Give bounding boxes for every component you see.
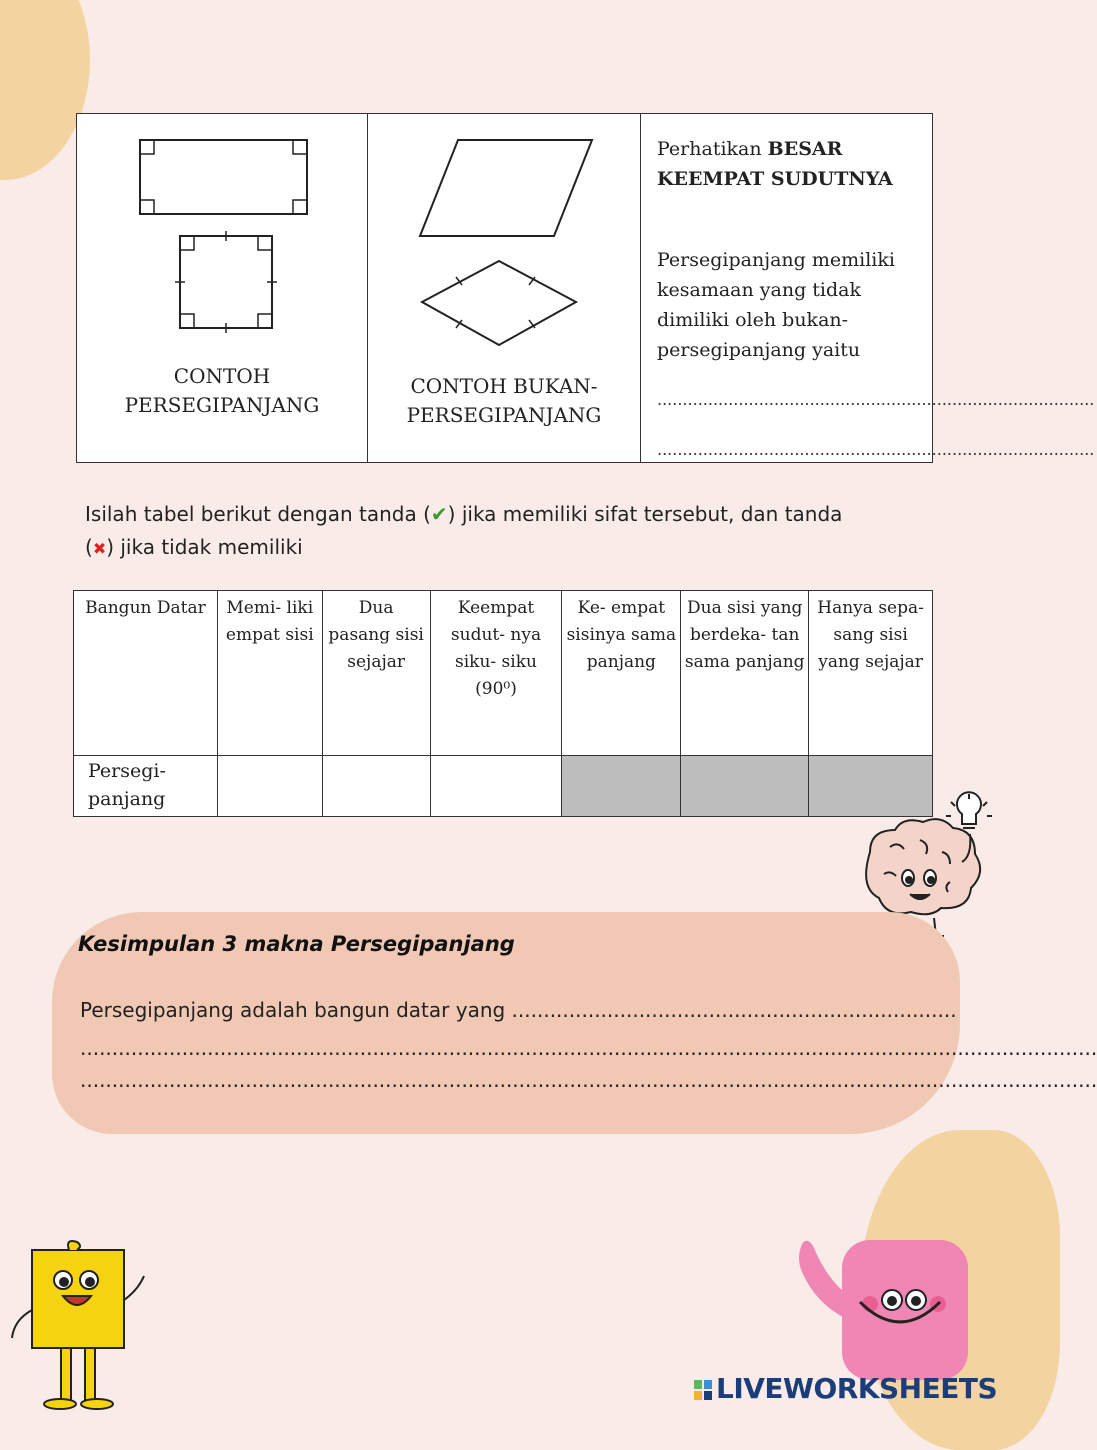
table-header-row bbox=[74, 591, 933, 756]
table-header: Keempat sudut- nya siku- siku (90⁰) bbox=[430, 591, 562, 756]
row-label: Persegi- panjang bbox=[74, 756, 218, 817]
table-header: Hanya sepa- sang sisi yang sejajar bbox=[809, 591, 933, 756]
table-header: Ke- empat sisinya sama panjang bbox=[562, 591, 681, 756]
comparison-box bbox=[76, 113, 1095, 463]
observation-body: Persegipanjang memiliki kesamaan yang tidak dimiliki oleh bukan-persegipanjang yaitu bbox=[657, 249, 895, 361]
nonexample-label-line2: PERSEGIPANJANG bbox=[406, 403, 602, 427]
rectangle-examples-drawing bbox=[77, 114, 368, 354]
disabled-cell bbox=[681, 756, 809, 817]
table-header: Dua sisi yang berdeka- tan sama panjang bbox=[681, 591, 809, 756]
disabled-cell bbox=[562, 756, 681, 817]
answer-cell[interactable] bbox=[430, 756, 562, 817]
example-label bbox=[77, 362, 367, 420]
table-row bbox=[74, 756, 933, 817]
conclusion-line-2[interactable]: ................................................................................................................................................................ bbox=[80, 1036, 1097, 1060]
observation-heading-bold: BESAR KEEMPAT SUDUTNYA bbox=[657, 138, 893, 190]
check-icon: ✔ bbox=[430, 502, 448, 526]
observation-heading: Perhatikan BESAR KEEMPAT SUDUTNYA bbox=[657, 138, 893, 190]
liveworksheets-logo bbox=[694, 1372, 997, 1408]
nonexample-label bbox=[368, 372, 640, 430]
liveworksheets-logo-text: LIVEWORKSHEETS bbox=[716, 1372, 998, 1405]
example-label-line1: CONTOH bbox=[173, 364, 271, 388]
table-header: Dua pasang sisi sejajar bbox=[322, 591, 430, 756]
properties-table bbox=[73, 590, 933, 817]
observation-column bbox=[641, 114, 1095, 462]
nonrectangle-examples-drawing bbox=[368, 114, 641, 354]
pink-mascot-icon bbox=[790, 1232, 970, 1372]
cross-icon: ✖ bbox=[92, 539, 107, 558]
conclusion-line-3[interactable]: ................................................................................................................................................................ bbox=[80, 1068, 1097, 1092]
example-column bbox=[77, 114, 368, 462]
instruction-text: Isilah tabel berikut dengan tanda (✔) jika memiliki sifat tersebut, dan tanda (✖) jika tidak memiliki bbox=[85, 502, 843, 559]
example-label-line2: PERSEGIPANJANG bbox=[124, 393, 320, 417]
table-header: Memi- liki empat sisi bbox=[217, 591, 322, 756]
answer-cell[interactable] bbox=[217, 756, 322, 817]
conclusion-title: Kesimpulan 3 makna Persegipanjang bbox=[78, 932, 515, 956]
table-header: Bangun Datar bbox=[74, 591, 218, 756]
nonexample-column bbox=[368, 114, 641, 462]
nonexample-label-line1: CONTOH BUKAN- bbox=[410, 374, 598, 398]
square-mascot-icon bbox=[5, 1240, 175, 1415]
conclusion-panel bbox=[52, 912, 1097, 1134]
answer-cell[interactable] bbox=[322, 756, 430, 817]
conclusion-line-1[interactable]: Persegipanjang adalah bangun datar yang ...................................................................... bbox=[80, 998, 957, 1022]
answer-line-1[interactable]: ...................................................................................... bbox=[657, 390, 1095, 409]
liveworksheets-logo-icon bbox=[694, 1380, 712, 1400]
answer-line-2[interactable]: ...................................................................................... bbox=[657, 440, 1095, 459]
